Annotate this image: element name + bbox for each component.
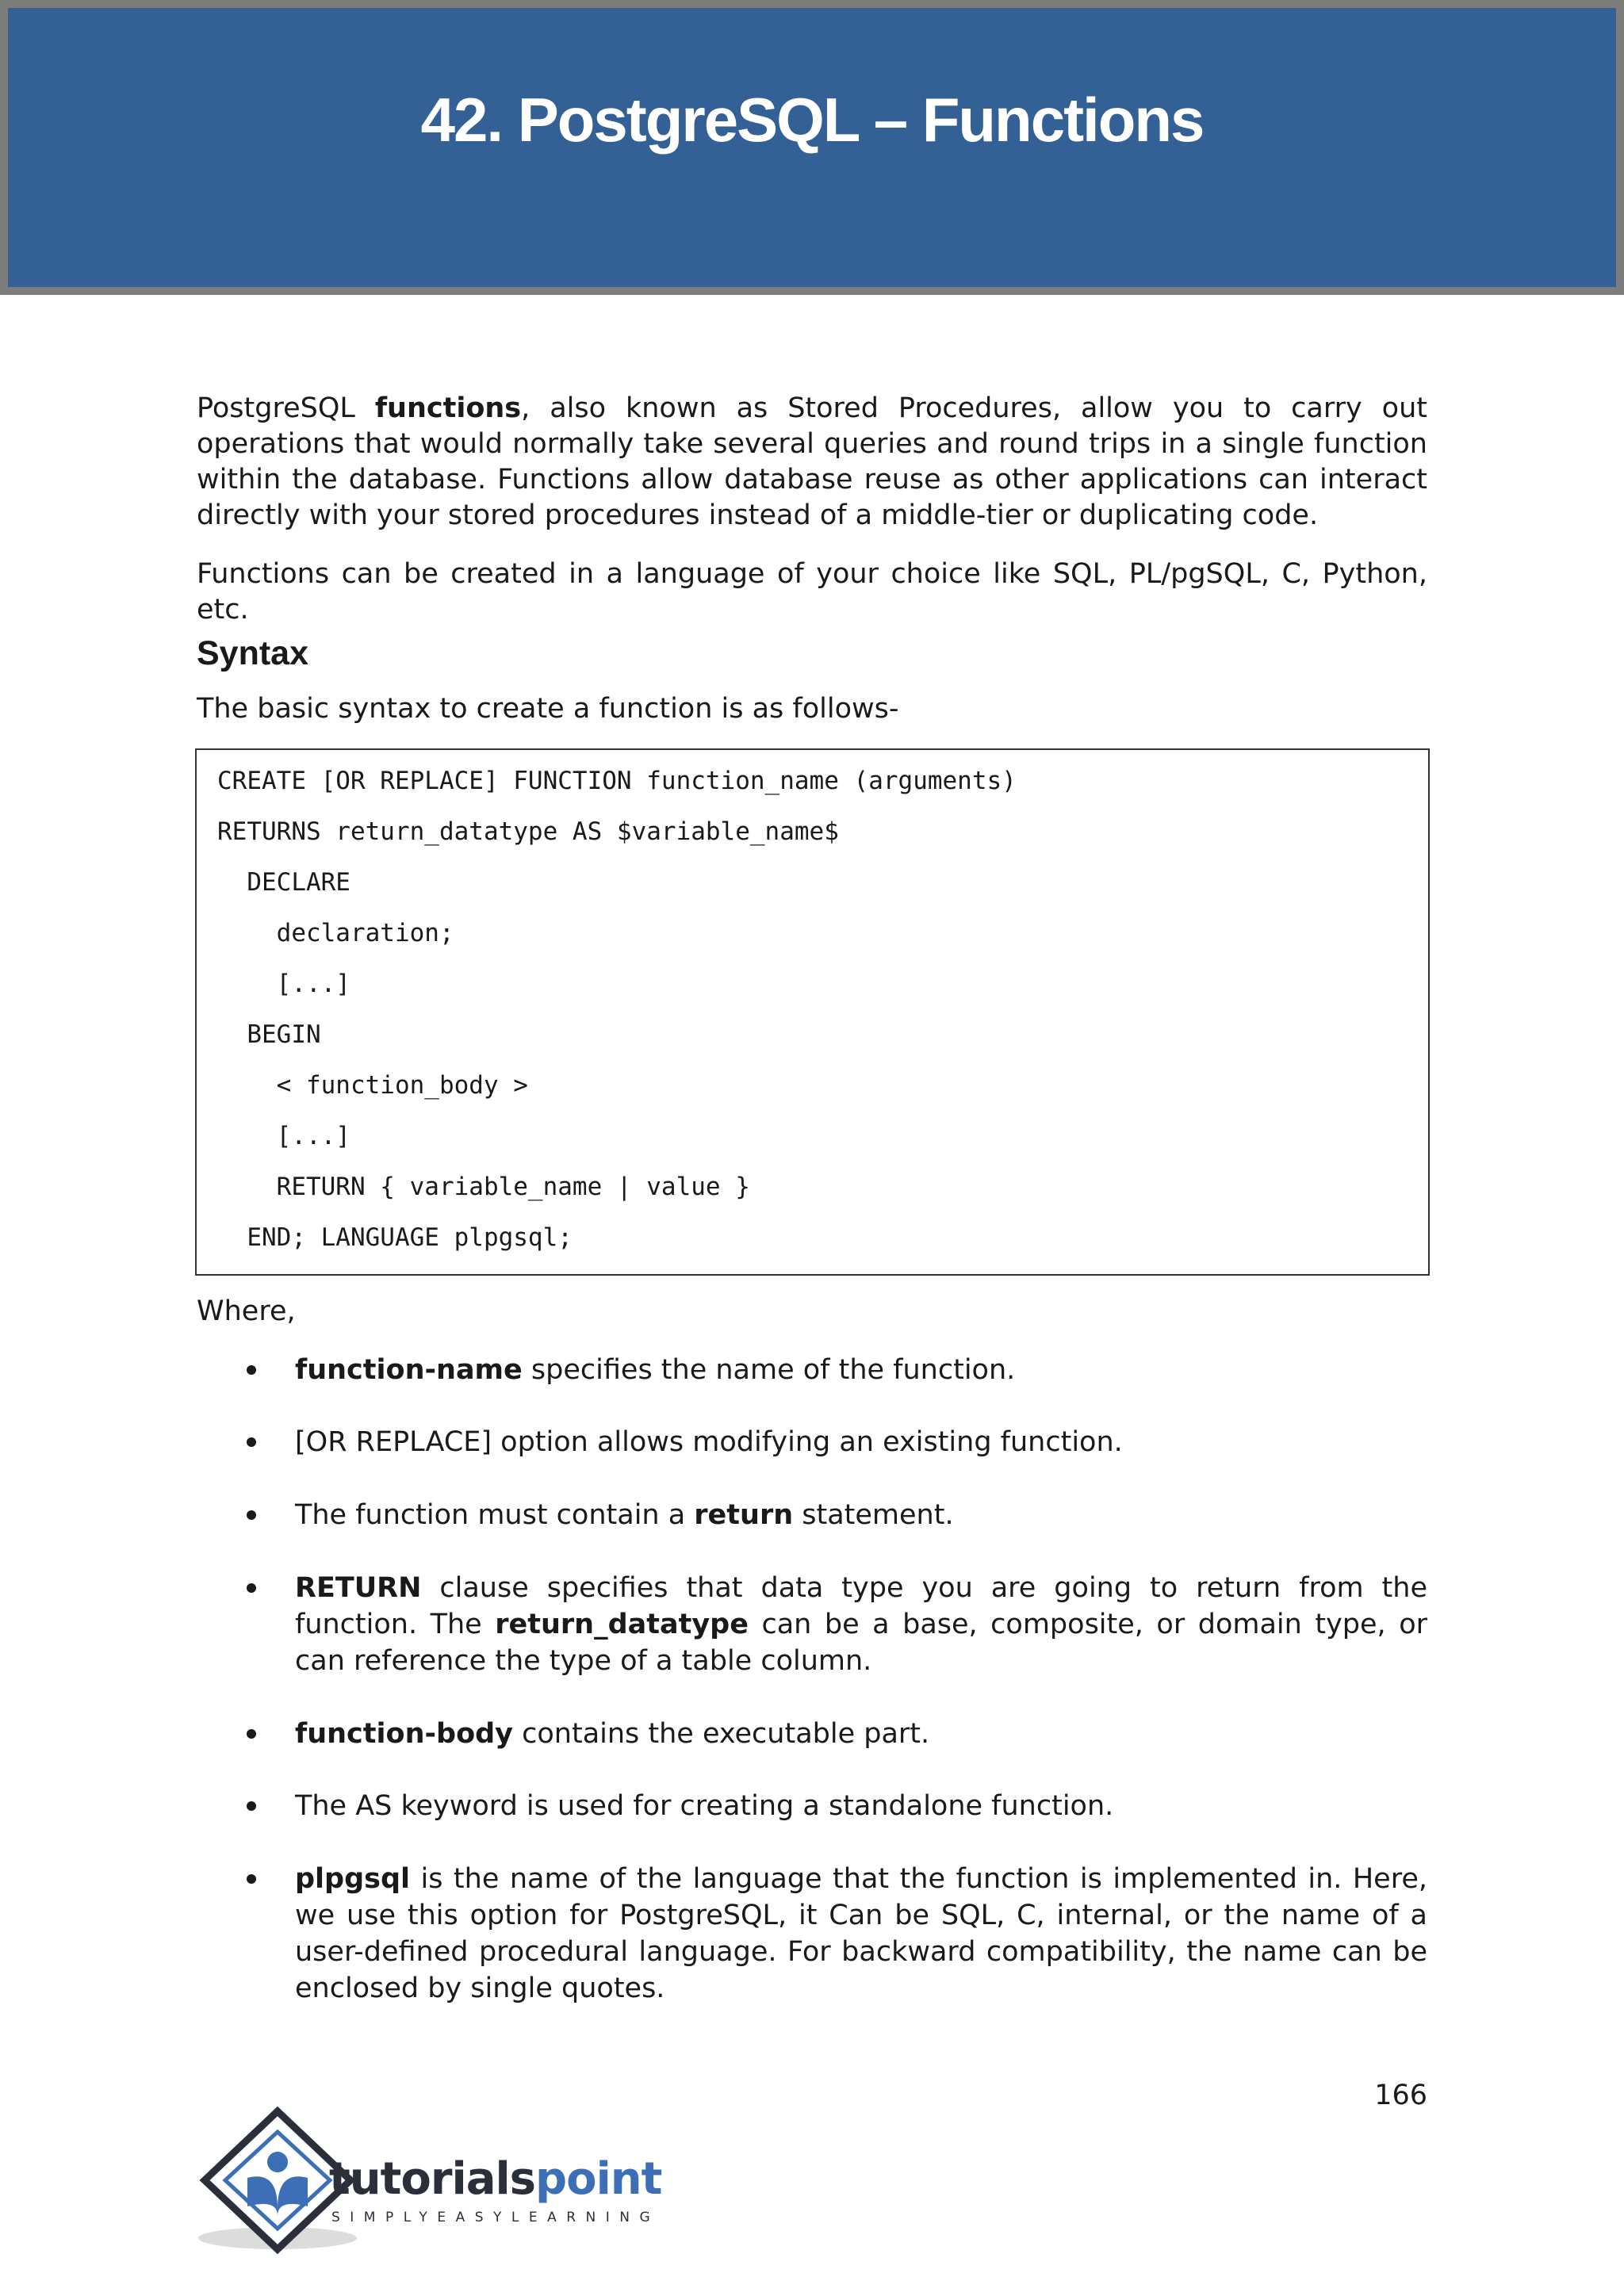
bullet-dot (247, 1365, 256, 1375)
list-item-text (295, 1497, 1427, 1533)
bullet-dot (247, 1801, 256, 1811)
code-line: RETURN { variable_name | value } (217, 1173, 750, 1201)
list-item-term: return (694, 1499, 794, 1531)
bullet-dot (247, 1874, 256, 1884)
bullet-dot (247, 1437, 256, 1447)
intro-paragraph (197, 391, 1427, 534)
list-item-text (295, 1861, 1427, 2007)
bullet-dot (247, 1510, 256, 1520)
intro-post: , also known as Stored Procedures, allow you to carry out operations that would normally take several queries and round trips in a single function within the database. Functions allow database reuse as other applications can interact directly with your stored procedures instead of a middle-tier or duplicating code. (197, 392, 1428, 531)
intro-term: functions (374, 392, 522, 424)
page-number: 166 (1374, 2080, 1427, 2111)
list-item-term: return_datatype (495, 1609, 749, 1640)
list-item-desc: The AS keyword is used for creating a standalone function. (295, 1790, 1114, 1822)
list-item-term: RETURN (295, 1572, 422, 1604)
bullet-dot (247, 1729, 256, 1739)
list-item-desc: The function must contain a (295, 1499, 695, 1531)
code-line: < function_body > (217, 1071, 528, 1100)
list-item-term: function-body (295, 1718, 513, 1750)
list-item-text (295, 1788, 1427, 1824)
chapter-title: 42. PostgreSQL – Functions (420, 85, 1204, 155)
list-item-desc: [OR REPLACE] option allows modifying an existing function. (295, 1426, 1123, 1458)
list-item-desc: specifies the name of the function. (522, 1354, 1016, 1386)
code-line: [...] (217, 970, 350, 998)
list-item-term: function-name (295, 1354, 523, 1386)
list-item-desc: clause specifies that data type you are going to return from the function. The (295, 1572, 1427, 1640)
list-item-desc: is the name of the language that the function is implemented in. Here, we use this option for PostgreSQL, it Can be SQL, C, internal, or the name of a user-defined procedural language. For backward compatibility, the name can be enclosed by single quotes. (295, 1863, 1427, 2004)
list-item-text (295, 1716, 1427, 1752)
syntax-heading: Syntax (197, 634, 309, 672)
svg-text:SIMPLYEASYLEARNING: SIMPLYEASYLEARNING (331, 2210, 661, 2225)
list-item-desc: contains the executable part. (513, 1718, 930, 1750)
tutorialspoint-logo (190, 2105, 674, 2256)
syntax-intro: The basic syntax to create a function is as follows- (197, 693, 899, 725)
code-line: [...] (217, 1122, 350, 1150)
code-line: CREATE [OR REPLACE] FUNCTION function_name (arguments) (217, 767, 1017, 795)
list-item-text (295, 1424, 1427, 1460)
svg-text:tutorialspoint: tutorialspoint (329, 2153, 662, 2205)
code-line: RETURNS return_datatype AS $variable_name$ (217, 817, 839, 846)
code-line: declaration; (217, 919, 454, 947)
intro-pre: PostgreSQL (197, 392, 375, 424)
bullet-dot (247, 1583, 256, 1593)
where-label: Where, (197, 1295, 296, 1327)
code-line: BEGIN (217, 1020, 321, 1049)
list-item-text (295, 1570, 1427, 1679)
languages-paragraph: Functions can be created in a language of your choice like SQL, PL/pgSQL, C, Python, etc. (197, 558, 1427, 626)
list-item-text (295, 1352, 1427, 1388)
code-line: END; LANGUAGE plpgsql; (217, 1223, 573, 1252)
list-item-term: plpgsql (295, 1863, 411, 1895)
list-item-desc: statement. (793, 1499, 954, 1531)
code-line: DECLARE (217, 868, 350, 897)
list-item-desc: can be a base, composite, or domain type, or can reference the type of a table column. (295, 1609, 1427, 1677)
code-block (195, 748, 1430, 1276)
